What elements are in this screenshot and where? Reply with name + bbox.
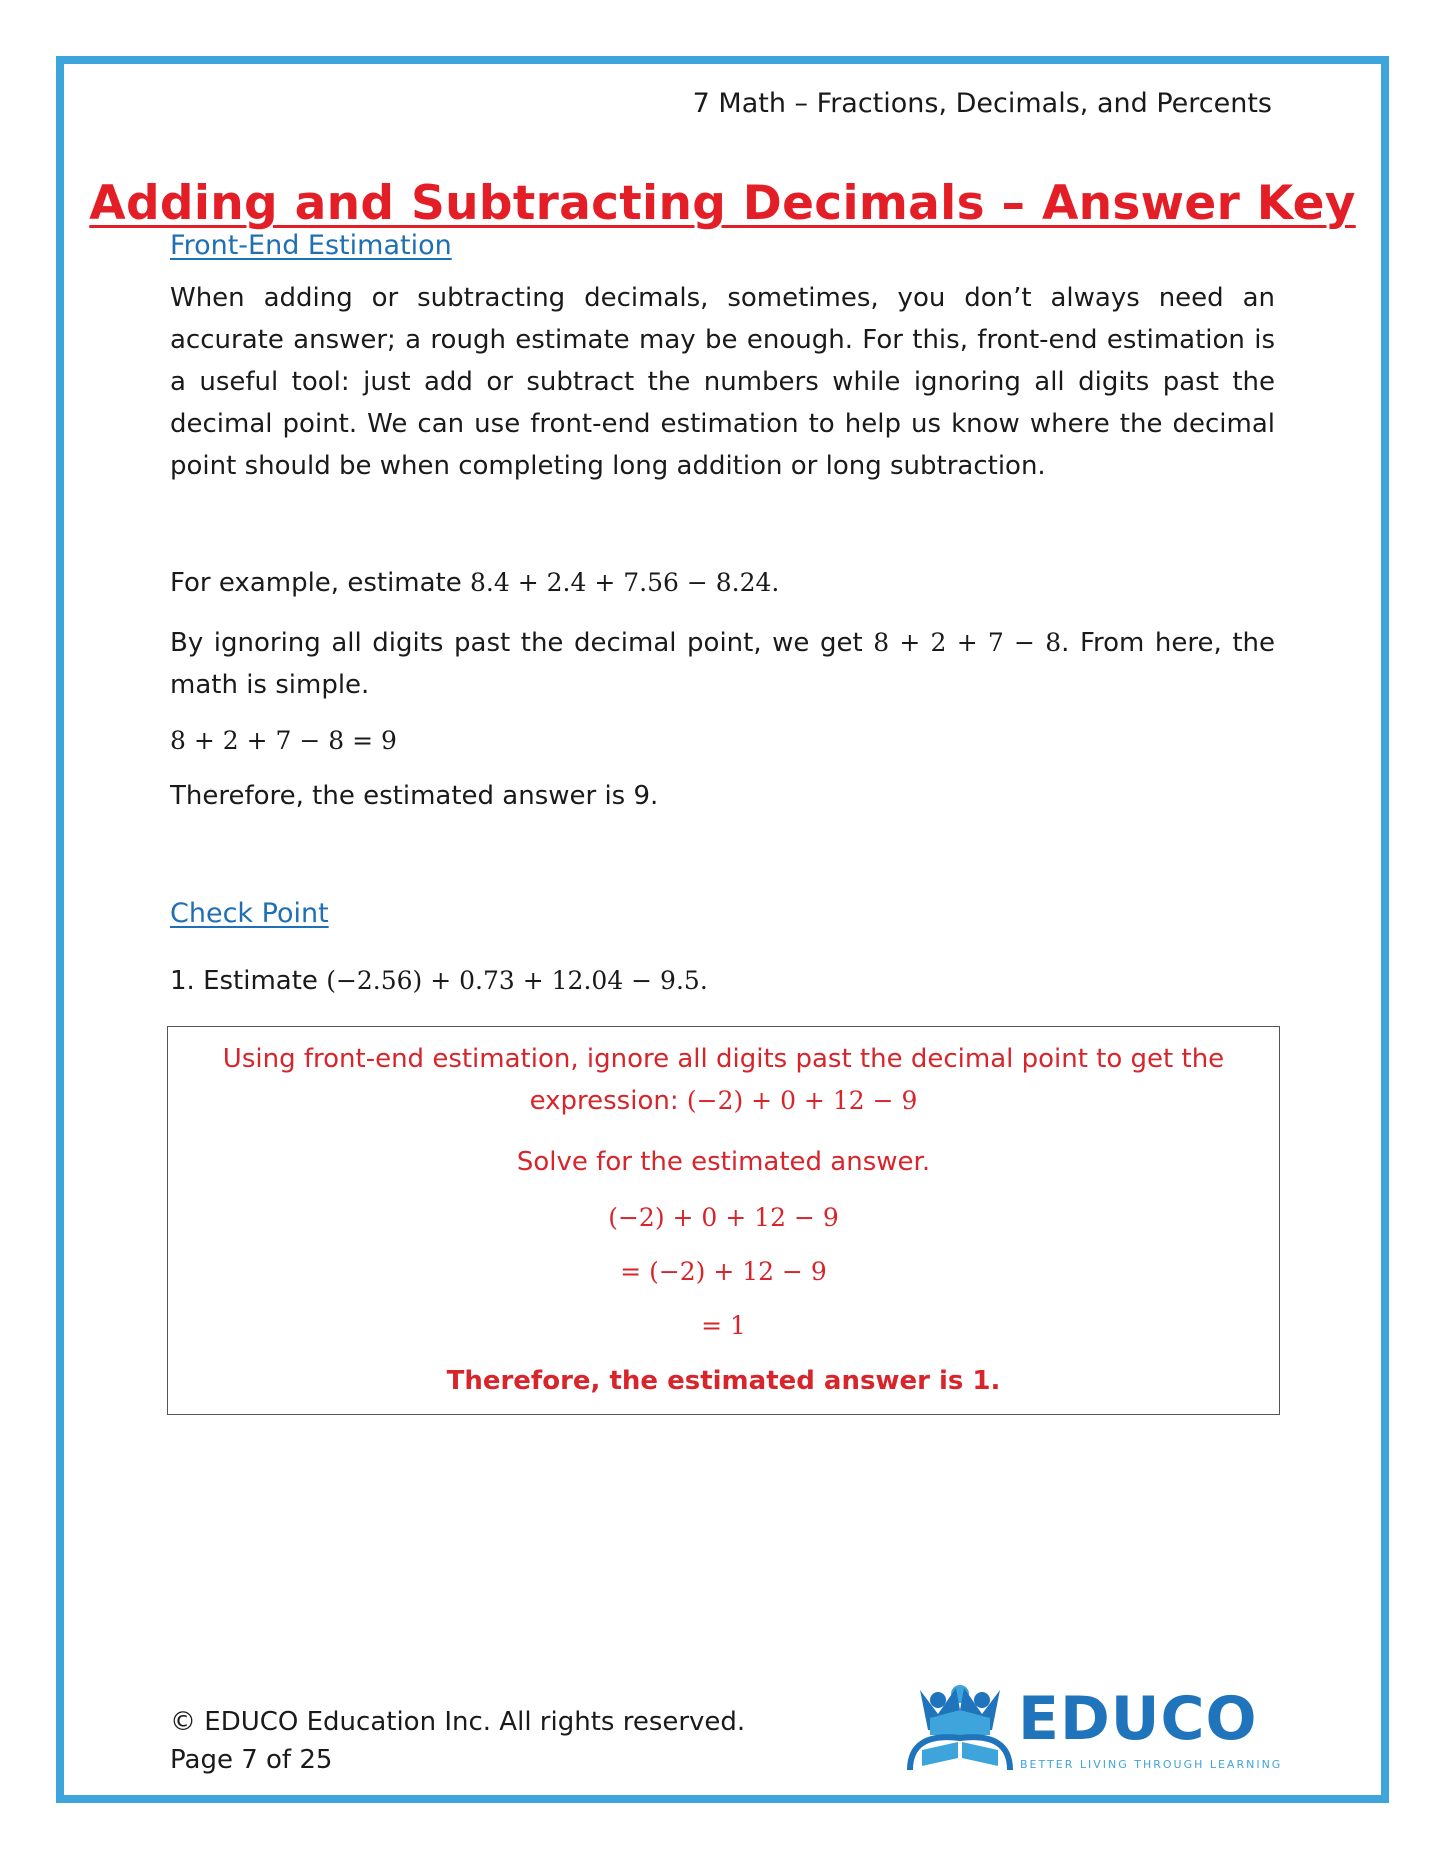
page-number: Page 7 of 25 [170, 1745, 333, 1775]
answer-expression-label: expression: [529, 1086, 687, 1116]
example-line [170, 562, 1275, 604]
question-prefix: 1. Estimate [170, 966, 327, 996]
educo-logo [900, 1680, 1283, 1780]
section-heading-front-end-estimation: Front-End Estimation [170, 230, 452, 261]
answer-line-2 [168, 1080, 1279, 1122]
answer-step-2: = (−2) + 12 − 9 [620, 1257, 827, 1286]
answer-solve-instruction: Solve for the estimated answer. [516, 1147, 931, 1177]
answer-final: Therefore, the estimated answer is 1. [446, 1366, 1001, 1396]
ignore-expression: 8 + 2 + 7 − 8 [873, 628, 1062, 657]
worked-equation: 8 + 2 + 7 − 8 = 9 [170, 726, 397, 755]
example-conclusion: Therefore, the estimated answer is 9. [170, 781, 659, 811]
page-title: Adding and Subtracting Decimals – Answer Key [89, 176, 1356, 231]
logo-tagline: BETTER LIVING THROUGH LEARNING [1020, 1758, 1283, 1771]
answer-expression: (−2) + 0 + 12 − 9 [686, 1086, 918, 1115]
section-heading-check-point: Check Point [170, 898, 329, 929]
copyright-text: © EDUCO Education Inc. All rights reserved. [170, 1707, 746, 1737]
ignore-digits-paragraph [170, 622, 1275, 706]
example-expression: 8.4 + 2.4 + 7.56 − 8.24. [470, 568, 780, 597]
ignore-suffix: . From here, the math is simple. [170, 628, 1275, 700]
answer-line-1: Using front-end estimation, ignore all digits past the decimal point to get the [222, 1044, 1225, 1074]
intro-paragraph: When adding or subtracting decimals, sometimes, you don’t always need an accurate answer; a rough estimate may be enough. For this, front-end estimation is a useful tool: just add or subtract the numbers while ignoring all digits past the decimal point. We can use front-end estimation to help us know where the decimal point should be when completing long addition or long subtraction. [170, 283, 1275, 481]
answer-step-3: = 1 [701, 1311, 746, 1340]
answer-box [167, 1026, 1280, 1415]
question-1 [170, 960, 1275, 1002]
example-prefix: For example, estimate [170, 568, 471, 598]
logo-wordmark: EDUCO [1018, 1684, 1258, 1754]
footer [170, 1703, 745, 1779]
course-header: 7 Math – Fractions, Decimals, and Percents [692, 88, 1272, 119]
answer-step-1: (−2) + 0 + 12 − 9 [608, 1203, 839, 1232]
ignore-prefix: By ignoring all digits past the decimal point, we get [170, 628, 874, 658]
educo-people-book-icon [900, 1680, 1020, 1780]
question-expression: (−2.56) + 0.73 + 12.04 − 9.5. [326, 966, 708, 995]
